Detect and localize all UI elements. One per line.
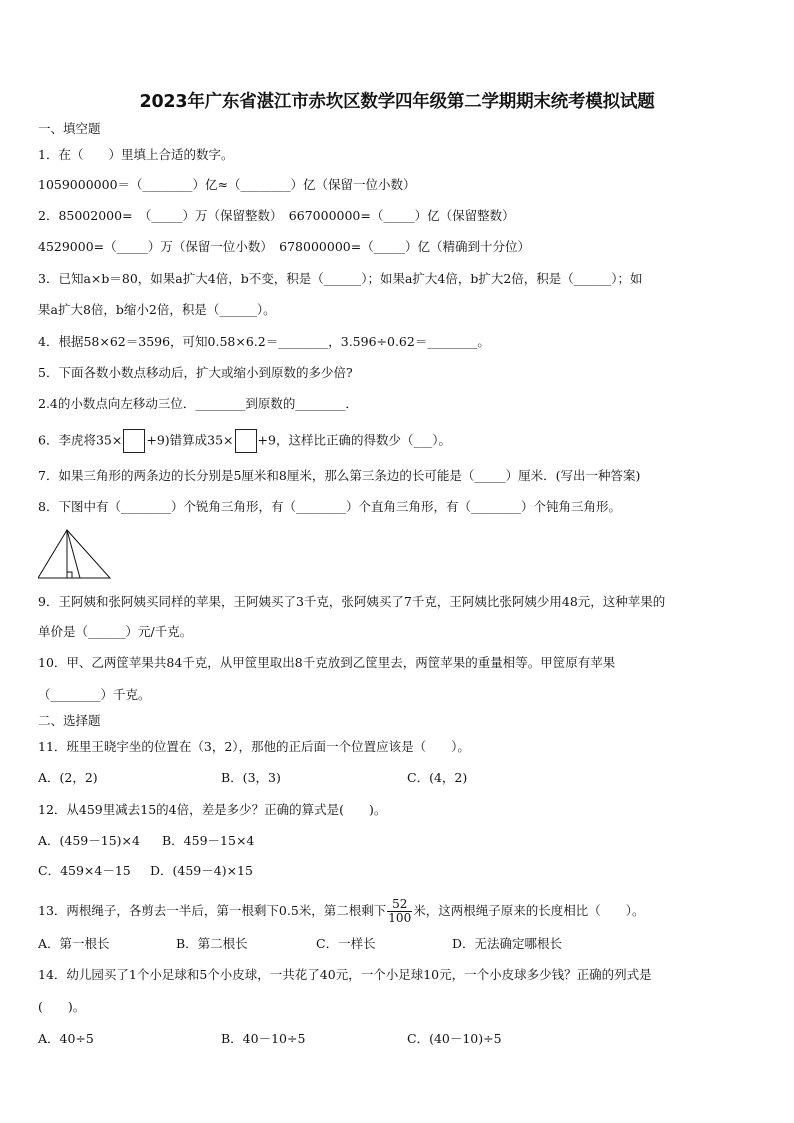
question-6-text-2: +9)错算成35×	[146, 432, 234, 448]
question-7: 7．如果三角形的两条边的长分别是5厘米和8厘米，那么第三条边的长可能是（_____）厘米．(写出一种答案)	[38, 468, 641, 483]
option-c[interactable]: C．(40－10)÷5	[407, 1031, 502, 1046]
option-d[interactable]: D．无法确定哪根长	[452, 936, 563, 951]
question-8: 8．下图中有（________）个锐角三角形，有（________）个直角三角形，有（________）个钝角三角形。	[38, 499, 621, 514]
question-1-item: 1059000000＝（________）亿≈（________）亿（保留一位小数）	[38, 177, 416, 192]
question-13-text-1: 13．两根绳子，各剪去一半后，第一根剩下0.5米，第二根剩下	[38, 903, 387, 918]
section-heading-choice: 二、选择题	[38, 713, 101, 728]
option-b[interactable]: B．459－15×4	[162, 833, 255, 848]
question-9-line-1: 9．王阿姨和张阿姨买同样的苹果，王阿姨买了3千克，张阿姨买了7千克，王阿姨比张阿姨少用48元，这种苹果的	[38, 594, 666, 609]
question-10-line-1: 10．甲、乙两筐苹果共84千克，从甲筐里取出8千克放到乙筐里去，两筐苹果的重量相等。甲筐原有苹果	[38, 655, 616, 670]
fraction-numerator: 52	[387, 898, 412, 912]
option-b[interactable]: B．40－10÷5	[221, 1031, 306, 1046]
question-1: 1．在（ ）里填上合适的数字。	[38, 147, 234, 162]
option-b[interactable]: B．第二根长	[176, 936, 248, 951]
question-6	[38, 429, 756, 453]
page-title: 2023年广东省湛江市赤坎区数学四年级第二学期期末统考模拟试题	[139, 92, 655, 112]
question-3-line-1: 3．已知a×b＝80，如果a扩大4倍，b不变，积是（______）；如果a扩大4倍，b扩大2倍，积是（______）；如	[38, 271, 643, 286]
option-c[interactable]: C．一样长	[316, 936, 376, 951]
option-a[interactable]: A．第一根长	[38, 936, 110, 951]
question-5: 5．下面各数小数点移动后，扩大或缩小到原数的多少倍?	[38, 365, 353, 380]
question-9-line-2: 单价是（______）元/千克。	[38, 624, 193, 639]
question-14-line-2: ( )。	[38, 999, 86, 1014]
triangle-figure	[38, 528, 112, 580]
right-angle-mark	[67, 572, 72, 578]
section-heading-fill-in: 一、填空题	[38, 121, 101, 136]
fraction-denominator: 100	[388, 911, 412, 925]
fraction	[387, 898, 412, 925]
question-12: 12．从459里减去15的4倍，差是多少？正确的算式是( )。	[38, 802, 387, 817]
question-2-line-2: 4529000=（_____）万（保留一位小数） 678000000=（_____）亿（精确到十分位）	[38, 239, 530, 254]
option-d[interactable]: D．(459－4)×15	[150, 863, 253, 878]
question-13-text-2: 米，这两根绳子原来的长度相比（ ）。	[413, 903, 645, 918]
question-6-text-3: +9，这样比正确的得数少（___）。	[257, 432, 451, 448]
question-10-line-2: （________）千克。	[38, 687, 151, 702]
answer-box[interactable]	[123, 429, 145, 453]
option-b[interactable]: B．(3，3)	[221, 770, 281, 785]
answer-box[interactable]	[235, 429, 257, 453]
option-a[interactable]: A．(459－15)×4	[38, 833, 140, 848]
question-5-item: 2.4的小数点向左移动三位．________到原数的________．	[38, 396, 358, 411]
question-6-text-1: 6．李虎将35×	[38, 432, 123, 448]
question-11: 11．班里王晓宇坐的位置在（3，2），那他的正后面一个位置应该是（ ）。	[38, 739, 470, 754]
question-3-line-2: 果a扩大8倍，b缩小2倍，积是（______）。	[38, 302, 276, 317]
option-c[interactable]: C．459×4－15	[38, 863, 131, 878]
option-c[interactable]: C．(4，2)	[407, 770, 468, 785]
question-14-line-1: 14．幼儿园买了1个小足球和5个小皮球，一共花了40元，一个小足球10元，一个小皮球多少钱？正确的列式是	[38, 967, 652, 982]
option-a[interactable]: A．40÷5	[38, 1031, 94, 1046]
question-13	[38, 898, 756, 925]
option-a[interactable]: A．(2，2)	[38, 770, 98, 785]
question-2-line-1: 2．85002000= （_____）万（保留整数） 667000000=（_____）亿（保留整数）	[38, 208, 515, 223]
question-4: 4．根据58×62＝3596，可知0.58×6.2＝________，3.596÷0.62＝________。	[38, 334, 490, 349]
